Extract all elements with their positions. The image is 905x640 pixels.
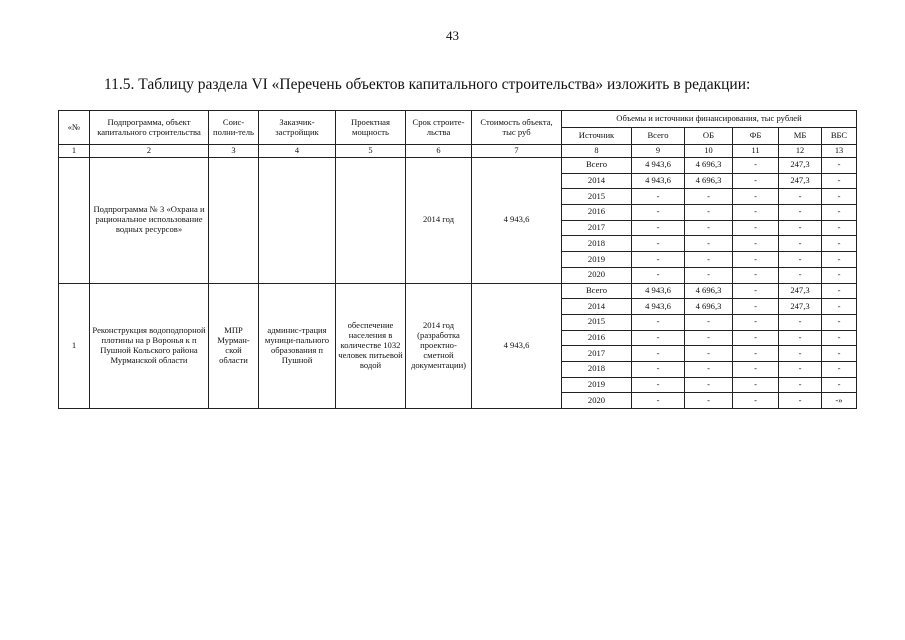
vbs-cell: - [822,330,857,346]
table-row [59,158,857,174]
ob-cell: - [685,236,733,252]
vbs-cell: - [822,189,857,205]
column-number: 13 [822,145,857,158]
vbs-cell: - [822,267,857,283]
column-number: 6 [406,145,472,158]
cost-cell: 4 943,6 [472,283,562,409]
row-number-cell [59,158,90,284]
fb-cell: - [733,252,779,268]
col-header-no: «№ [59,111,90,145]
total-cell: 4 943,6 [632,283,685,299]
fb-cell: - [733,283,779,299]
vbs-cell: - [822,346,857,362]
source-cell: 2019 [562,377,632,393]
section-heading: 11.5. Таблицу раздела VI «Перечень объектов капитального строительства» изложить в редакции: [104,76,751,93]
mb-cell: 247,3 [779,158,822,174]
column-number: 3 [209,145,259,158]
column-number: 4 [259,145,336,158]
col-header-capacity: Проектная мощность [336,111,406,145]
column-number: 9 [632,145,685,158]
fb-cell: - [733,330,779,346]
fb-cell: - [733,346,779,362]
total-cell: 4 943,6 [632,299,685,315]
column-number: 2 [90,145,209,158]
col-header-executor: Соис-полни-тель [209,111,259,145]
mb-cell: 247,3 [779,173,822,189]
vbs-cell: - [822,299,857,315]
vbs-cell: - [822,361,857,377]
vbs-cell: -» [822,393,857,409]
mb-cell: - [779,236,822,252]
column-number: 10 [685,145,733,158]
column-number: 7 [472,145,562,158]
source-cell: 2015 [562,314,632,330]
mb-cell: - [779,220,822,236]
term-cell: 2014 год [406,158,472,284]
mb-cell: 247,3 [779,283,822,299]
vbs-cell: - [822,236,857,252]
column-number: 1 [59,145,90,158]
column-number: 11 [733,145,779,158]
column-number: 12 [779,145,822,158]
total-cell: - [632,393,685,409]
source-cell: 2018 [562,361,632,377]
customer-cell: админис-трация муници-пального образования п Пушной [259,283,336,409]
capacity-cell: обеспечение населения в количестве 1032 человек питьевой водой [336,283,406,409]
vbs-cell: - [822,252,857,268]
ob-cell: - [685,330,733,346]
source-cell: 2016 [562,205,632,221]
source-cell: 2020 [562,393,632,409]
fb-cell: - [733,158,779,174]
executor-cell: МПР Мурман-ской области [209,283,259,409]
vbs-cell: - [822,377,857,393]
source-cell: 2018 [562,236,632,252]
source-cell: 2017 [562,346,632,362]
header-row-1 [59,111,857,128]
col-header-term: Срок строите-льства [406,111,472,145]
source-cell: Всего [562,158,632,174]
ob-cell: - [685,252,733,268]
ob-cell: 4 696,3 [685,299,733,315]
total-cell: - [632,236,685,252]
col-header-vbs: ВБС [822,128,857,145]
total-cell: 4 943,6 [632,158,685,174]
total-cell: 4 943,6 [632,173,685,189]
col-header-mb: МБ [779,128,822,145]
total-cell: - [632,267,685,283]
executor-cell [209,158,259,284]
total-cell: - [632,330,685,346]
source-cell: 2016 [562,330,632,346]
fb-cell: - [733,299,779,315]
object-name-cell: Реконструкция водоподпорной плотины на р Воронья к п Пушной Кольского района Мурманской области [90,283,209,409]
ob-cell: - [685,393,733,409]
fb-cell: - [733,267,779,283]
col-header-subprogram: Подпрограмма, объект капитального строительства [90,111,209,145]
mb-cell: - [779,361,822,377]
fb-cell: - [733,361,779,377]
vbs-cell: - [822,173,857,189]
column-number: 8 [562,145,632,158]
object-name-cell: Подпрограмма № 3 «Охрана и рациональное использование водных ресурсов» [90,158,209,284]
column-number-row [59,145,857,158]
term-cell: 2014 год (разработка проектно-сметной документации) [406,283,472,409]
fb-cell: - [733,377,779,393]
total-cell: - [632,220,685,236]
source-cell: 2017 [562,220,632,236]
ob-cell: - [685,267,733,283]
mb-cell: 247,3 [779,299,822,315]
ob-cell: 4 696,3 [685,283,733,299]
cost-cell: 4 943,6 [472,158,562,284]
vbs-cell: - [822,205,857,221]
total-cell: - [632,346,685,362]
vbs-cell: - [822,158,857,174]
col-header-funding-group: Объемы и источники финансирования, тыс рублей [562,111,857,128]
mb-cell: - [779,205,822,221]
source-cell: Всего [562,283,632,299]
col-header-fb: ФБ [733,128,779,145]
vbs-cell: - [822,220,857,236]
capital-construction-table [58,110,857,409]
mb-cell: - [779,267,822,283]
total-cell: - [632,377,685,393]
vbs-cell: - [822,283,857,299]
fb-cell: - [733,205,779,221]
total-cell: - [632,361,685,377]
vbs-cell: - [822,314,857,330]
col-header-source: Источник [562,128,632,145]
source-cell: 2014 [562,173,632,189]
mb-cell: - [779,314,822,330]
fb-cell: - [733,393,779,409]
col-header-total: Всего [632,128,685,145]
col-header-ob: ОБ [685,128,733,145]
capacity-cell [336,158,406,284]
ob-cell: - [685,189,733,205]
col-header-customer: Заказчик-застройщик [259,111,336,145]
source-cell: 2020 [562,267,632,283]
ob-cell: - [685,361,733,377]
source-cell: 2015 [562,189,632,205]
column-number: 5 [336,145,406,158]
mb-cell: - [779,189,822,205]
ob-cell: 4 696,3 [685,173,733,189]
ob-cell: - [685,346,733,362]
col-header-cost: Стоимость объекта, тыс руб [472,111,562,145]
mb-cell: - [779,346,822,362]
ob-cell: - [685,377,733,393]
fb-cell: - [733,220,779,236]
fb-cell: - [733,236,779,252]
ob-cell: - [685,205,733,221]
mb-cell: - [779,393,822,409]
total-cell: - [632,189,685,205]
customer-cell [259,158,336,284]
total-cell: - [632,205,685,221]
fb-cell: - [733,314,779,330]
total-cell: - [632,314,685,330]
page-number: 43 [446,28,459,43]
total-cell: - [632,252,685,268]
source-cell: 2019 [562,252,632,268]
mb-cell: - [779,330,822,346]
mb-cell: - [779,377,822,393]
fb-cell: - [733,189,779,205]
table-row [59,283,857,299]
ob-cell: 4 696,3 [685,158,733,174]
ob-cell: - [685,220,733,236]
row-number-cell: 1 [59,283,90,409]
ob-cell: - [685,314,733,330]
mb-cell: - [779,252,822,268]
source-cell: 2014 [562,299,632,315]
fb-cell: - [733,173,779,189]
